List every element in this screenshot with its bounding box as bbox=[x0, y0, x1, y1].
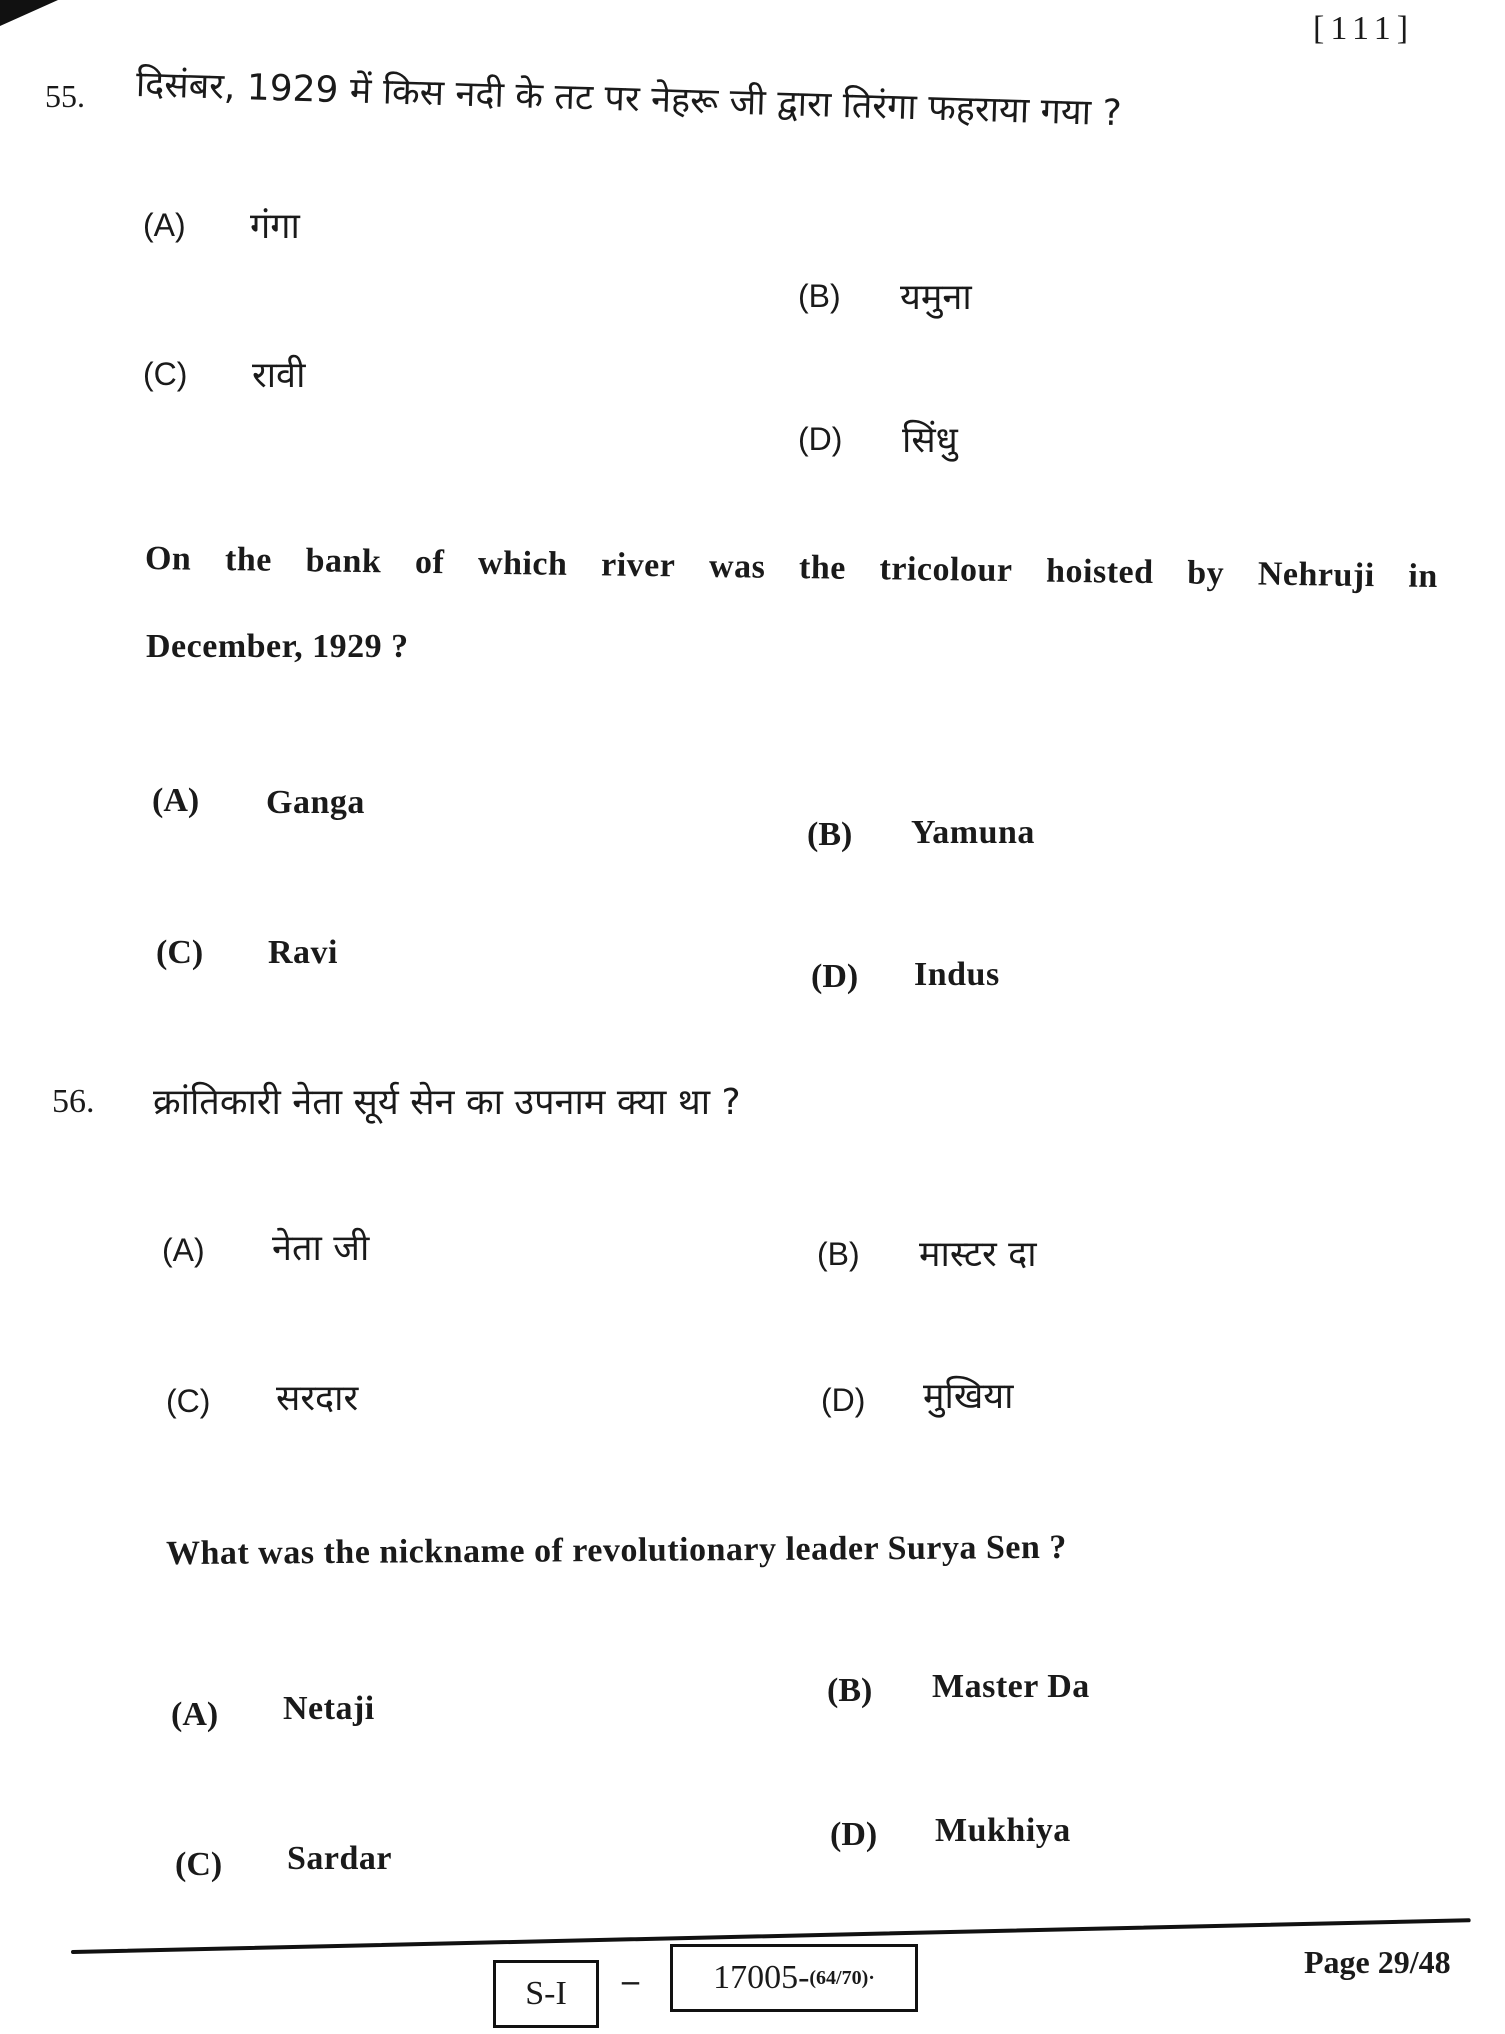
word: of bbox=[414, 543, 445, 582]
option-label: (B) bbox=[807, 816, 853, 853]
booklet-code-box bbox=[670, 1944, 918, 2012]
footer-dash: – bbox=[622, 1962, 639, 1999]
option-text: मुखिया bbox=[923, 1376, 1014, 1417]
option-label: (A) bbox=[143, 207, 186, 243]
option-text: मास्टर दा bbox=[919, 1234, 1037, 1275]
question-text-english-line2: December, 1929 ? bbox=[146, 628, 409, 665]
corner-mark bbox=[0, 0, 58, 26]
option-label: (D) bbox=[798, 421, 843, 457]
option-label: (A) bbox=[152, 782, 200, 819]
option-text: गंगा bbox=[250, 206, 300, 247]
option-label: (C) bbox=[156, 934, 204, 971]
word: tricolour bbox=[879, 550, 1013, 590]
booklet-code: 17005- bbox=[713, 1959, 810, 1996]
option-text: सरदार bbox=[276, 1378, 359, 1419]
option-label: (C) bbox=[175, 1846, 223, 1883]
word: the bbox=[798, 549, 847, 587]
word: On bbox=[144, 540, 192, 578]
series-box bbox=[493, 1960, 599, 2028]
word: bank bbox=[305, 542, 382, 581]
word: river bbox=[600, 546, 676, 585]
option-label: (B) bbox=[798, 278, 841, 314]
option-text: नेता जी bbox=[272, 1228, 370, 1269]
question-text-hindi: क्रांतिकारी नेता सूर्य सेन का उपनाम क्या था ? bbox=[153, 1082, 741, 1123]
booklet-code-suffix: (64/70)· bbox=[809, 1966, 875, 1989]
option-text: Mukhiya bbox=[935, 1812, 1071, 1849]
word: which bbox=[477, 544, 568, 583]
page-number: Page 29/48 bbox=[1304, 1944, 1451, 1980]
option-label: (D) bbox=[811, 958, 859, 995]
question-number: 55. bbox=[45, 78, 85, 114]
word: by bbox=[1187, 554, 1225, 593]
word: hoisted bbox=[1045, 552, 1154, 592]
word: in bbox=[1408, 557, 1439, 596]
option-text: Master Da bbox=[932, 1668, 1090, 1705]
option-label: (C) bbox=[143, 356, 188, 392]
option-label: (A) bbox=[171, 1696, 219, 1733]
option-text: Sardar bbox=[287, 1840, 392, 1877]
option-label: (B) bbox=[817, 1236, 860, 1272]
question-text-hindi: दिसंबर, 1929 में किस नदी के तट पर नेहरू जी द्वारा तिरंगा फहराया गया ? bbox=[135, 64, 1123, 135]
option-label: (B) bbox=[827, 1672, 873, 1709]
option-label: (A) bbox=[162, 1232, 205, 1268]
option-text: Yamuna bbox=[911, 814, 1035, 851]
option-text: रावी bbox=[252, 355, 306, 396]
question-text-english-line1 bbox=[145, 540, 1438, 596]
word: was bbox=[708, 547, 766, 586]
series-code: S-I bbox=[525, 1975, 567, 2012]
question-text-english: What was the nickname of revolutionary leader Surya Sen ? bbox=[165, 1528, 1067, 1573]
option-text: Ravi bbox=[268, 934, 338, 971]
option-label: (D) bbox=[830, 1816, 878, 1853]
option-label: (D) bbox=[821, 1382, 866, 1418]
word: Nehruji bbox=[1257, 555, 1375, 595]
option-text: Netaji bbox=[283, 1690, 375, 1727]
option-text: Ganga bbox=[266, 784, 365, 821]
paper-code-header: [111] bbox=[1313, 10, 1415, 47]
option-text: सिंधु bbox=[902, 420, 958, 461]
word: the bbox=[224, 541, 273, 579]
option-text: Indus bbox=[914, 956, 1000, 993]
option-text: यमुना bbox=[900, 277, 972, 318]
option-label-ticked: (C) bbox=[166, 1383, 211, 1419]
question-number: 56. bbox=[52, 1083, 95, 1120]
